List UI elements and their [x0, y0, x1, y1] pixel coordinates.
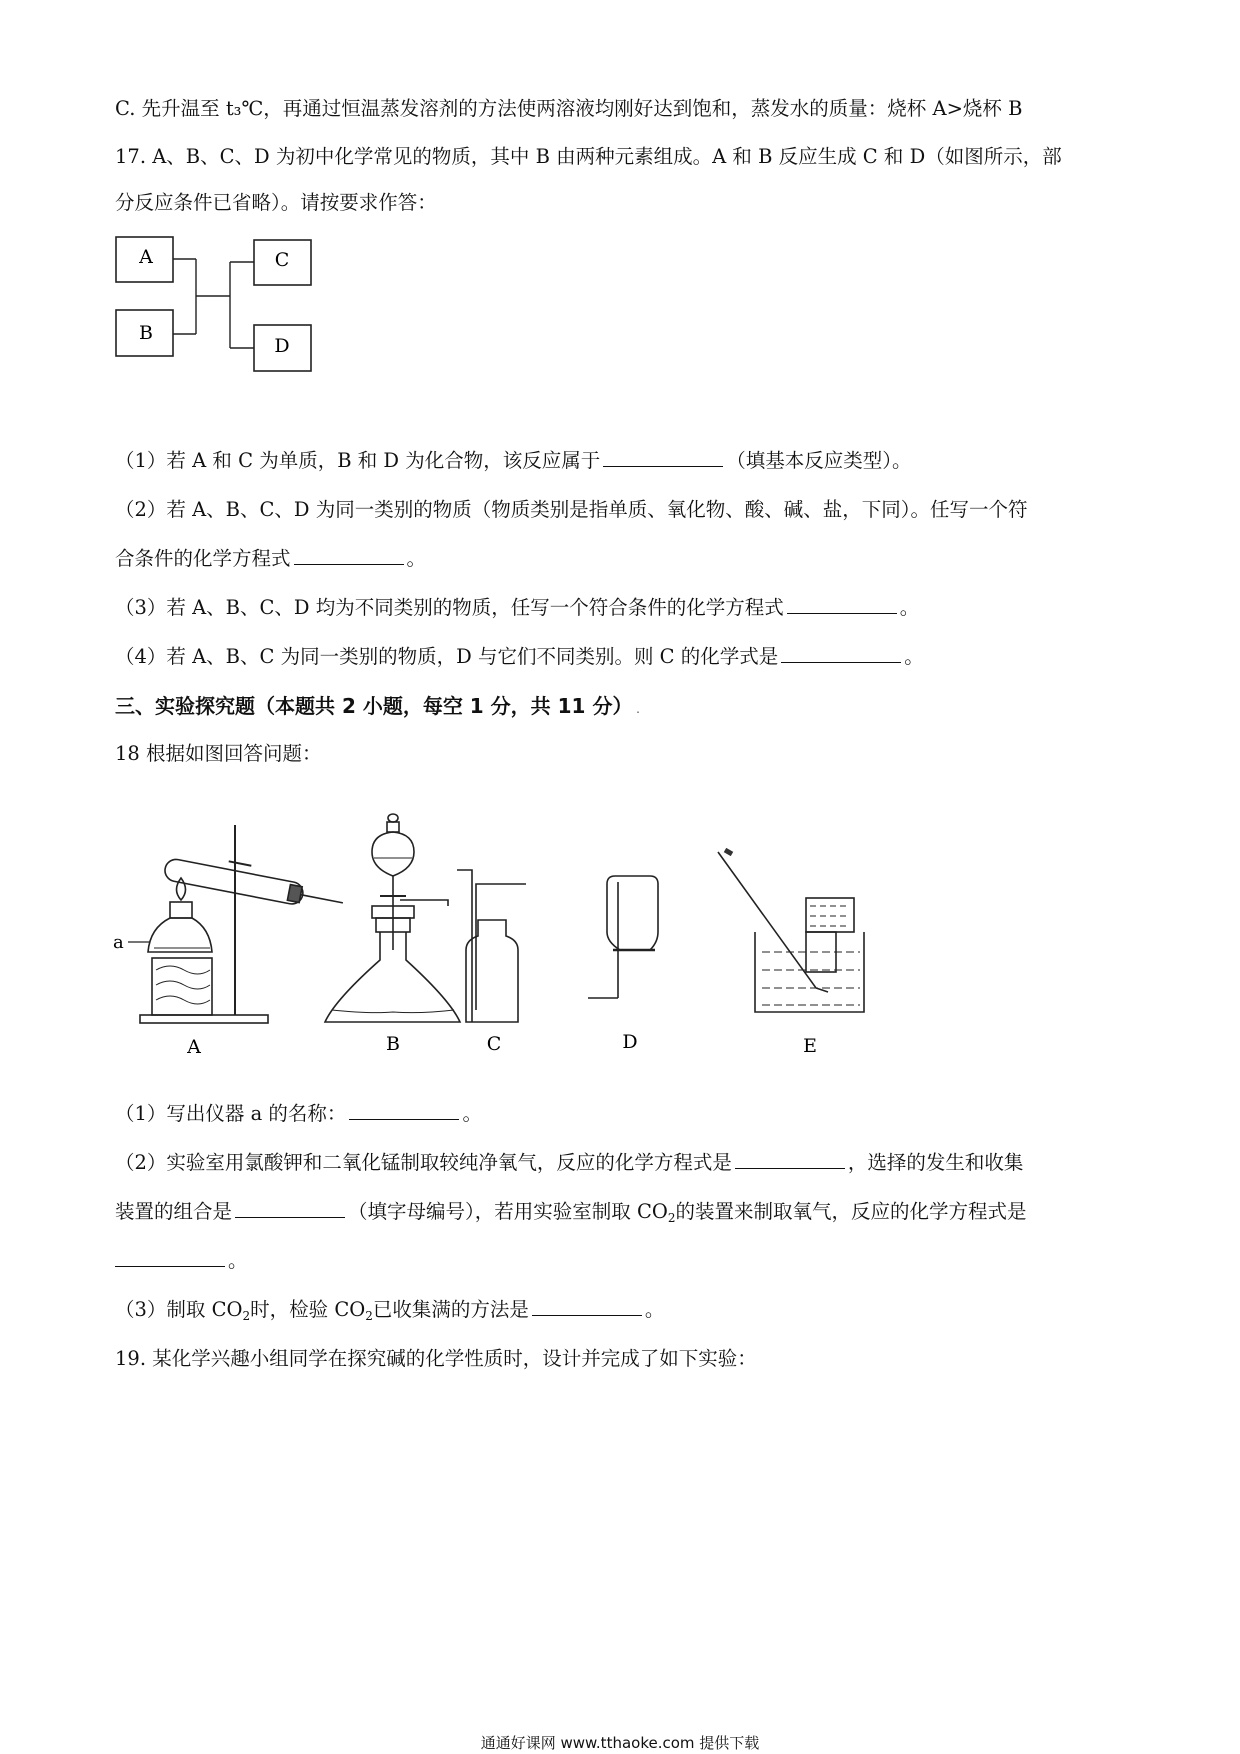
- label-a-pointer: a: [113, 932, 124, 953]
- apparatus-e: [718, 850, 864, 1012]
- q17-part1-text: （1）若 A 和 C 为单质，B 和 D 为化合物，该反应属于: [115, 449, 601, 472]
- section-heading-dot: .: [636, 706, 640, 715]
- q18-part2-line1: [115, 1150, 1023, 1176]
- q18-part3-end: 。: [644, 1298, 665, 1321]
- box-b-label: B: [139, 322, 153, 344]
- q18-part2-text-end: ，选择的发生和收集: [847, 1151, 1024, 1174]
- q18-part1-text-end: 。: [462, 1102, 482, 1125]
- q17-part4-text: （4）若 A、B、C 为同一类别的物质，D 与它们不同类别。则 C 的化学式是: [115, 645, 779, 668]
- q18-part2b-text: 装置的组合是: [115, 1200, 233, 1223]
- answer-blank[interactable]: [294, 546, 404, 565]
- answer-blank[interactable]: [735, 1150, 845, 1169]
- subscript: 2: [242, 1309, 251, 1323]
- apparatus-b: [325, 814, 460, 1022]
- caption-e: E: [803, 1035, 817, 1057]
- q18-part3-mid2: 已收集满的方法是: [372, 1298, 529, 1321]
- answer-blank[interactable]: [235, 1199, 345, 1218]
- q17-part2-line2: [115, 546, 426, 572]
- q18-part2-text: （2）实验室用氯酸钾和二氧化锰制取较纯净氧气，反应的化学方程式是: [115, 1151, 732, 1174]
- page-footer: 通通好课网 www.tthaoke.com 提供下载: [480, 1734, 760, 1752]
- answer-blank[interactable]: [115, 1248, 225, 1267]
- q17-part2-line1: （2）若 A、B、C、D 为同一类别的物质（物质类别是指单质、氧化物、酸、碱、盐，下同）。任写一个符: [115, 498, 1028, 521]
- q17-part1-text-end: （填基本反应类型）。: [726, 449, 912, 472]
- apparatus-c: [457, 870, 526, 1022]
- q18-part3-text: （3）制取 CO: [115, 1298, 243, 1321]
- q18-part2c-end: 。: [228, 1249, 248, 1272]
- caption-b: B: [386, 1033, 400, 1055]
- caption-d: D: [622, 1031, 638, 1053]
- connector-lines: [173, 259, 254, 348]
- option-c-line: C. 先升温至 t₃℃，再通过恒温蒸发溶剂的方法使两溶液均刚好达到饱和，蒸发水的质量：烧杯 A>烧杯 B: [115, 97, 1023, 120]
- section-heading: [115, 693, 640, 724]
- answer-blank[interactable]: [787, 595, 897, 614]
- q18-part1: [115, 1101, 482, 1127]
- q18-part2b-mid: （填字母编号），若用实验室制取 CO: [348, 1200, 668, 1223]
- q18-stem: 18 根据如图回答问题：: [115, 742, 322, 765]
- q18-part3: [115, 1297, 664, 1329]
- q17-part1: [115, 448, 912, 474]
- subscript: 2: [365, 1309, 373, 1323]
- q18-part2b-end: 的装置来制取氧气，反应的化学方程式是: [675, 1200, 1027, 1223]
- q17-part4: [115, 644, 924, 670]
- q18-part1-text: （1）写出仪器 a 的名称：: [115, 1102, 347, 1125]
- q17-part3-text: （3）若 A、B、C、D 均为不同类别的物质，任写一个符合条件的化学方程式: [115, 596, 784, 619]
- reaction-diagram: [100, 230, 350, 410]
- q18-part3-mid: 时，检验 CO: [250, 1298, 366, 1321]
- q17-stem-line2: 分反应条件已省略）。请按要求作答：: [115, 191, 437, 214]
- caption-a: A: [187, 1036, 201, 1058]
- q17-stem-line1: 17. A、B、C、D 为初中化学常见的物质，其中 B 由两种元素组成。A 和 B 反应生成 C 和 D（如图所示，部: [115, 145, 1062, 168]
- apparatus-d: [588, 876, 658, 998]
- section-heading-text: 三、实验探究题（本题共 2 小题，每空 1 分，共 11 分）: [115, 694, 633, 718]
- q17-part3: [115, 595, 919, 621]
- q17-part2-text: 合条件的化学方程式: [115, 547, 291, 570]
- q17-part3-text-end: 。: [899, 596, 920, 619]
- answer-blank[interactable]: [349, 1101, 459, 1120]
- q18-part2-line2: [115, 1199, 1027, 1231]
- q18-part2-line3: [115, 1248, 248, 1274]
- answer-blank[interactable]: [532, 1297, 642, 1316]
- apparatus-figure: [110, 800, 970, 1070]
- subscript: 2: [667, 1211, 676, 1225]
- answer-blank[interactable]: [781, 644, 901, 663]
- answer-blank[interactable]: [603, 448, 723, 467]
- q17-part4-text-end: 。: [904, 645, 924, 668]
- q19-stem: 19. 某化学兴趣小组同学在探究碱的化学性质时，设计并完成了如下实验：: [115, 1347, 757, 1370]
- apparatus-a: [128, 825, 347, 1023]
- caption-c: C: [486, 1033, 502, 1055]
- box-d-label: D: [274, 335, 290, 357]
- box-c-label: C: [274, 249, 290, 271]
- q17-part2-text-end: 。: [406, 547, 427, 570]
- box-a-label: A: [139, 246, 153, 268]
